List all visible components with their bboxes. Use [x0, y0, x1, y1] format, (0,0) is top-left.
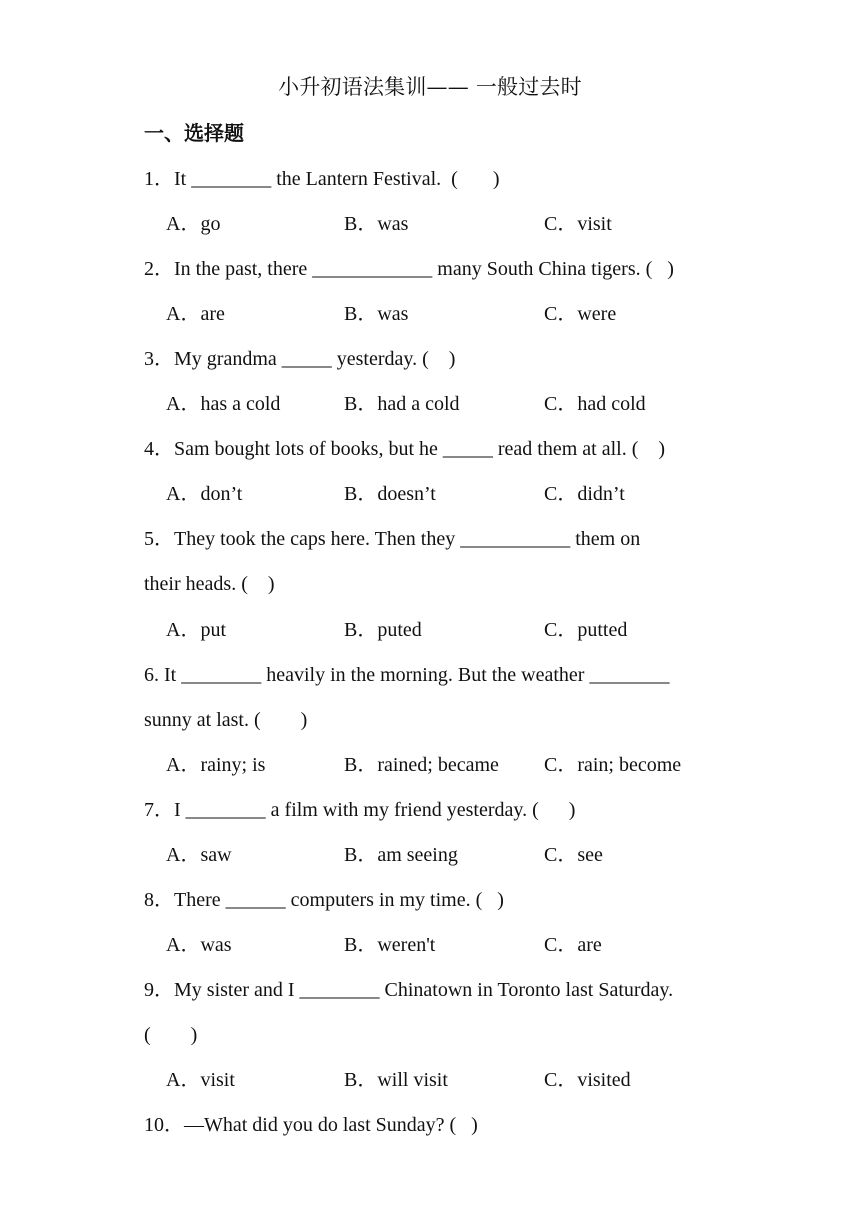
- question-8-option-b: B．weren't: [344, 934, 436, 956]
- question-5-line-2: their heads. ( ): [144, 573, 275, 595]
- question-9-option-a: A．visit: [166, 1069, 235, 1091]
- question-7-option-c: C．see: [544, 844, 603, 866]
- section-heading: 一、选择题: [144, 121, 244, 145]
- question-2-option-c: C．were: [544, 303, 617, 325]
- question-9-option-b: B．will visit: [344, 1069, 448, 1091]
- question-9-option-c: C．visited: [544, 1069, 631, 1091]
- question-6-option-c: C．rain; become: [544, 754, 682, 776]
- question-7-option-b: B．am seeing: [344, 844, 458, 866]
- question-9-line-2: ( ): [144, 1024, 198, 1046]
- question-2-option-b: B．was: [344, 303, 409, 325]
- question-6-option-b: B．rained; became: [344, 754, 499, 776]
- question-2-line-1: 2．In the past, there ____________ many South China tigers. ( ): [144, 258, 674, 280]
- question-4-option-c: C．didn’t: [544, 483, 625, 505]
- question-3-option-c: C．had cold: [544, 393, 646, 415]
- question-9-line-1: 9．My sister and I ________ Chinatown in Toronto last Saturday.: [144, 979, 674, 1001]
- question-1-line-1: 1．It ________ the Lantern Festival. ( ): [144, 168, 500, 190]
- question-6-option-a: A．rainy; is: [166, 754, 266, 776]
- question-1-option-c: C．visit: [544, 213, 612, 235]
- question-7-line-1: 7．I ________ a film with my friend yesterday. ( ): [144, 799, 576, 821]
- question-8-line-1: 8．There ______ computers in my time. ( ): [144, 889, 504, 911]
- question-1-option-b: B．was: [344, 213, 409, 235]
- question-10-line-1: 10．—What did you do last Sunday? ( ): [144, 1114, 478, 1136]
- question-4-option-b: B．doesn’t: [344, 483, 436, 505]
- question-5-option-a: A．put: [166, 619, 226, 641]
- question-7-option-a: A．saw: [166, 844, 232, 866]
- question-5-option-b: B．puted: [344, 619, 422, 641]
- question-4-option-a: A．don’t: [166, 483, 243, 505]
- question-3-option-a: A．has a cold: [166, 393, 281, 415]
- question-5-line-1: 5．They took the caps here. Then they ___________ them on: [144, 528, 641, 550]
- question-8-option-a: A．was: [166, 934, 232, 956]
- question-8-option-c: C．are: [544, 934, 602, 956]
- question-2-option-a: A．are: [166, 303, 225, 325]
- question-1-option-a: A．go: [166, 213, 221, 235]
- page-title: 小升初语法集训—— 一般过去时: [278, 75, 582, 99]
- question-5-option-c: C．putted: [544, 619, 628, 641]
- question-4-line-1: 4．Sam bought lots of books, but he _____ read them at all. ( ): [144, 438, 666, 460]
- question-3-option-b: B．had a cold: [344, 393, 460, 415]
- question-3-line-1: 3．My grandma _____ yesterday. ( ): [144, 348, 456, 370]
- question-6-line-2: sunny at last. ( ): [144, 709, 308, 731]
- question-6-line-1: 6. It ________ heavily in the morning. But the weather ________: [144, 664, 670, 686]
